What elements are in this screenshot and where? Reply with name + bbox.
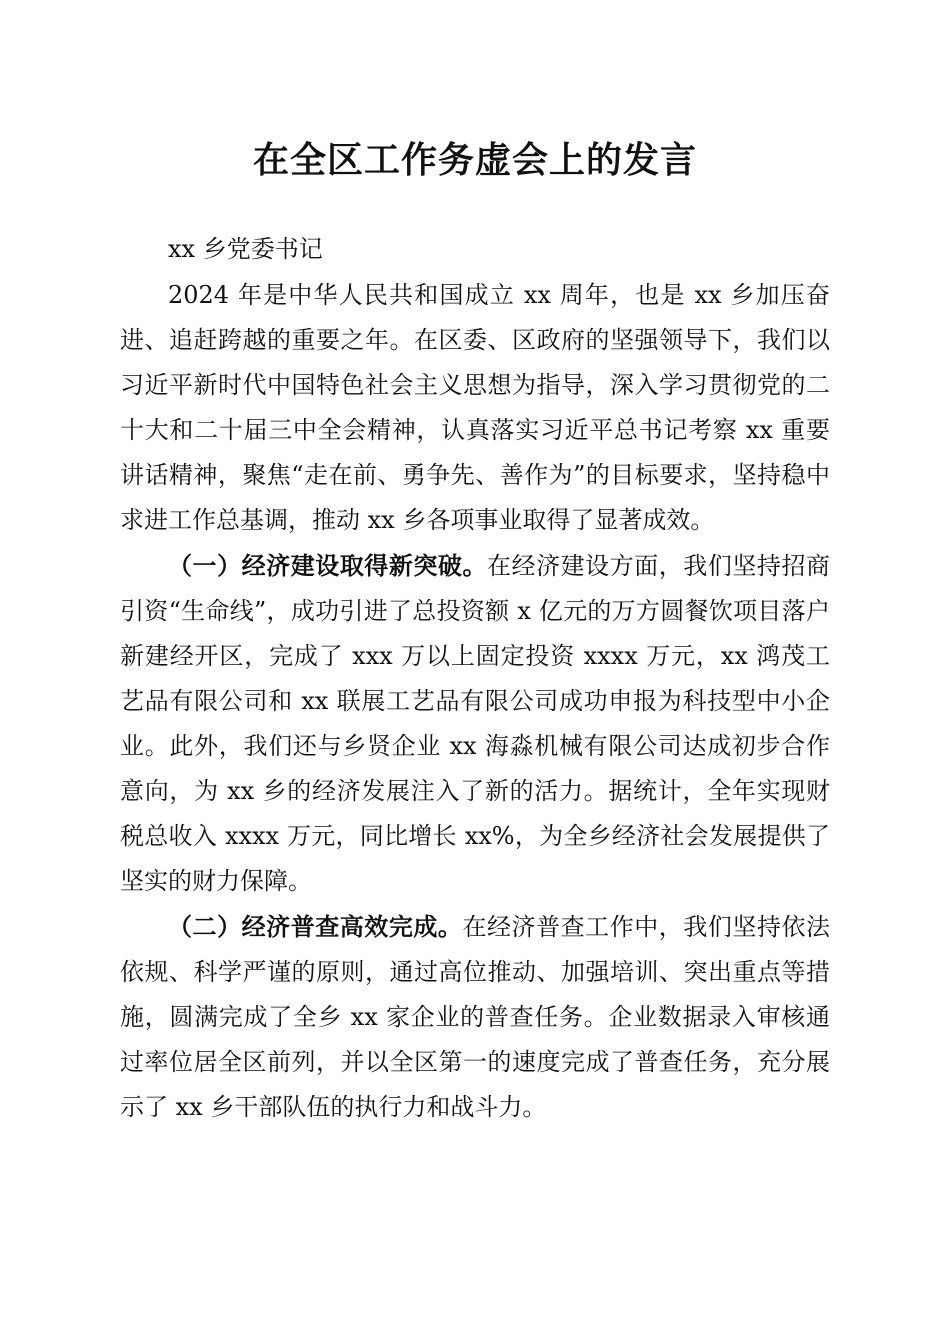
paragraph-heading: （二）经济普查高效完成。 <box>168 912 463 941</box>
document-title: 在全区工作务虚会上的发言 <box>252 139 697 181</box>
paragraph-text: 在经济建设方面，我们坚持招商引资“生命线”，成功引进了总投资额 x 亿元的万方圆餐饮项目落户新建经开区，完成了 xxx 万以上固定投资 xxxx 万元，xx 鸿茂工艺品有限公司和 xx 联展工艺品有限公司成功申报为科技型中小企业。此外，我们还与乡贤企业 xx 海淼机械有限公司达成初步合作意向，为 xx 乡的经济发展注入了新的活力。据统计，全年实现财税总收入 xxxx 万元，同比增长 xx%，为全乡经济社会发展提供了坚实的财力保障。 <box>120 552 830 895</box>
paragraph-economic-construction <box>120 543 830 904</box>
paragraph-text: 在经济普查工作中，我们坚持依法依规、科学严谨的原则，通过高位推动、加强培训、突出重点等措施，圆满完成了全乡 xx 家企业的普查任务。企业数据录入审核通过率位居全区前列，并以全区第一的速度完成了普查任务，充分展示了 xx 乡干部队伍的执行力和战斗力。 <box>120 913 831 1121</box>
paragraph-text: 2024 年是中华人民共和国成立 xx 周年，也是 xx 乡加压奋进、追赶跨越的重要之年。在区委、区政府的坚强领导下，我们以习近平新时代中国特色社会主义思想为指导，深入学习贯彻党的二十大和二十届三中全会精神，认真落实习近平总书记考察 xx 重要讲话精神，聚焦“走在前、勇争先、善作为”的目标要求，坚持稳中求进工作总基调，推动 xx 乡各项事业取得了显著成效。 <box>120 281 830 534</box>
paragraph-intro <box>120 272 830 543</box>
author-line: xx 乡党委书记 <box>168 235 323 263</box>
paragraph-heading: （一）经济建设取得新突破。 <box>168 551 487 580</box>
document-body <box>120 227 830 1130</box>
paragraph-economic-census <box>120 904 830 1130</box>
